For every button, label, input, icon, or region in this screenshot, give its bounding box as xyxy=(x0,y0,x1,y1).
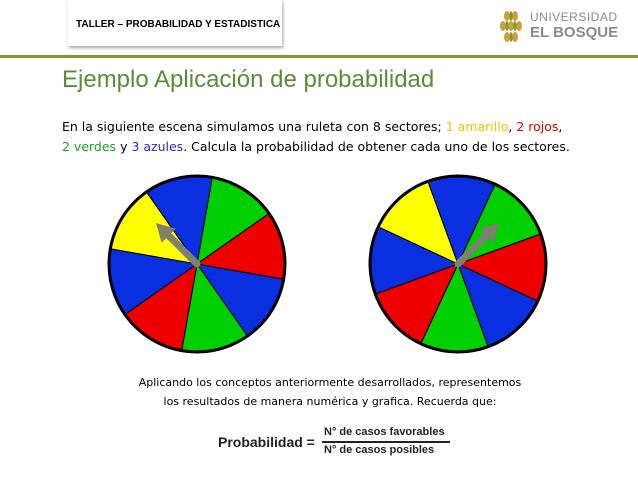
intro-text-2: . Calcula la probabilidad de obtener cada uno de los sectores. xyxy=(183,139,570,154)
intro-and: y xyxy=(120,139,128,154)
logo-text-top: UNIVERSIDAD xyxy=(530,10,618,24)
intro-paragraph xyxy=(62,117,602,157)
logo-text-bottom: EL BOSQUE xyxy=(530,24,619,41)
page-title: Ejemplo Aplicación de probabilidad xyxy=(62,66,435,93)
concepts-text xyxy=(120,373,540,411)
formula-fraction-bar xyxy=(322,441,450,443)
roulette-wheel-2 xyxy=(365,171,551,357)
intro-text-1: En la siguiente escena simulamos una ruleta con 8 sectores; xyxy=(62,119,442,134)
intro-comma-1: , xyxy=(508,119,513,134)
probability-formula xyxy=(218,422,458,462)
header-divider xyxy=(0,55,638,58)
roulette-wheel-1 xyxy=(104,171,290,357)
formula-numerator: N° de casos favorables xyxy=(324,426,445,438)
formula-denominator: N° de casos posibles xyxy=(324,444,435,456)
formula-label: Probabilidad = xyxy=(218,434,315,450)
course-label: TALLER – PROBABILIDAD Y ESTADISTICA xyxy=(76,19,281,30)
concepts-line-2: los resultados de manera numérica y grafica. Recuerda que: xyxy=(163,395,497,408)
concepts-line-1: Aplicando los conceptos anteriormente desarrollados, representemos xyxy=(138,376,522,389)
intro-green: 2 verdes xyxy=(62,139,117,154)
intro-comma-2: , xyxy=(558,119,563,134)
course-label-box xyxy=(68,0,282,46)
intro-yellow: 1 amarillo xyxy=(445,119,509,134)
intro-red: 2 rojos xyxy=(516,119,559,134)
intro-blue: 3 azules xyxy=(131,139,184,154)
